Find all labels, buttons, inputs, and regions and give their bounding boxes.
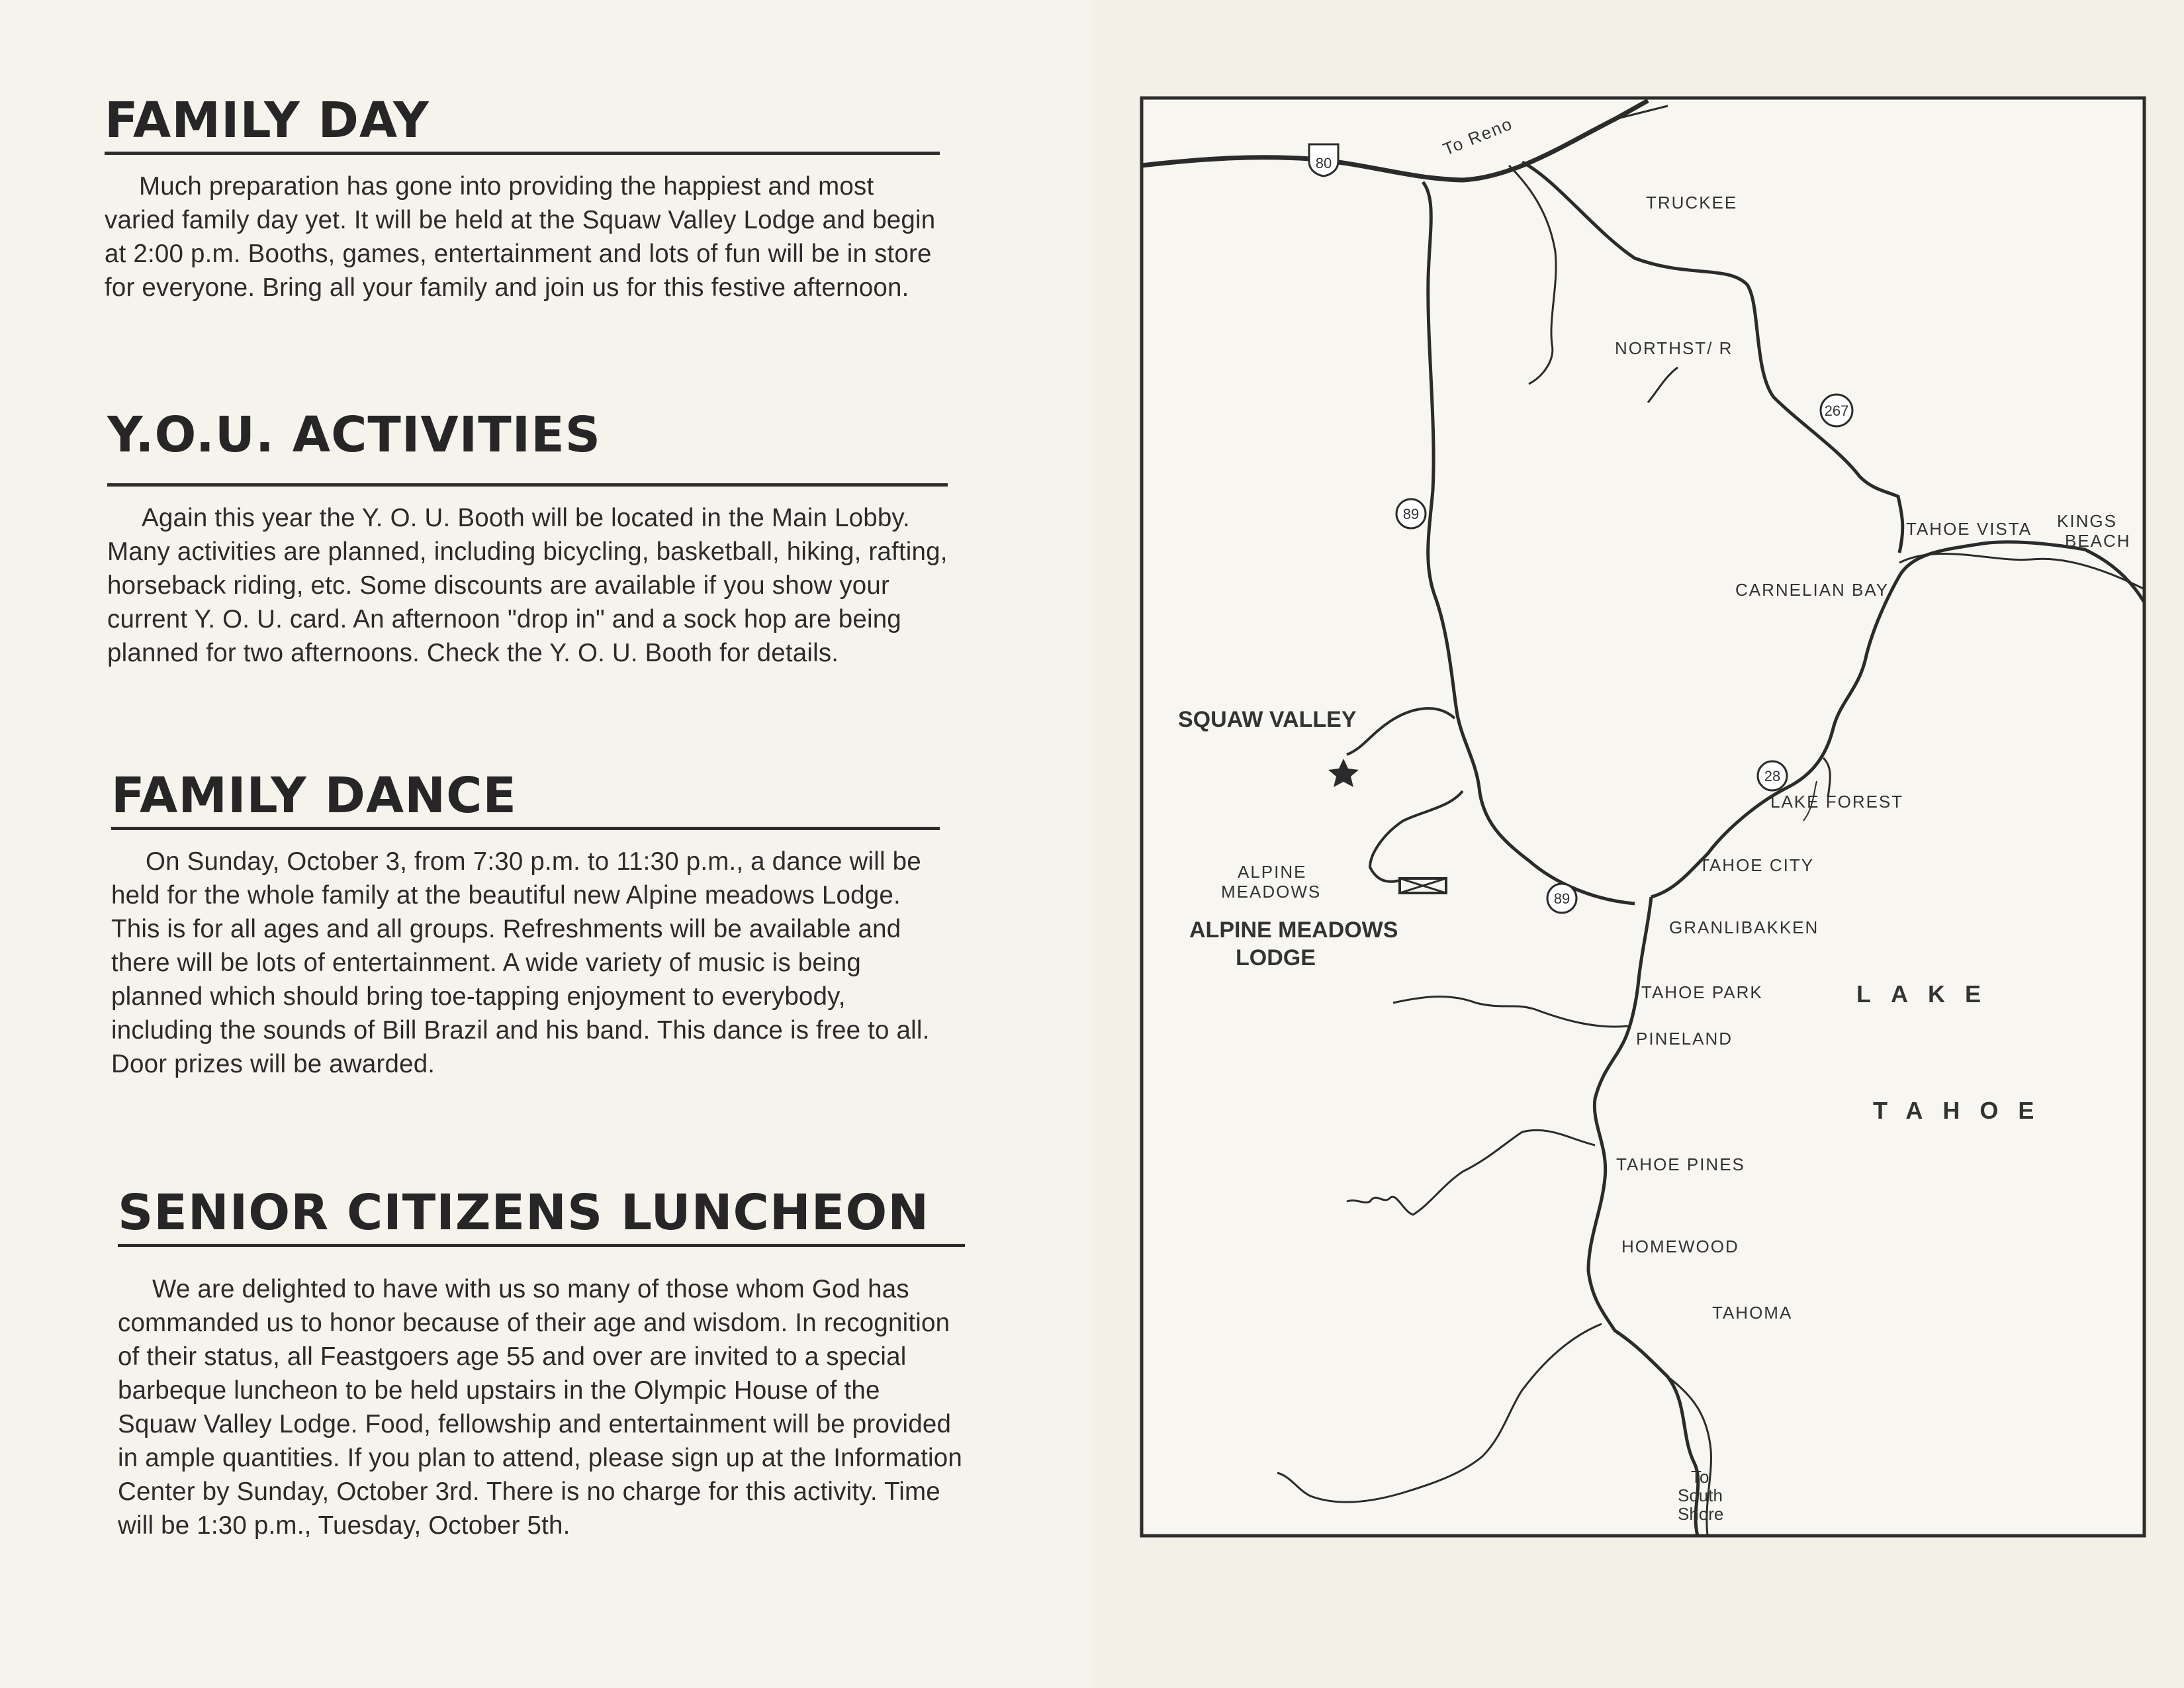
- family-dance-rule: [111, 827, 940, 830]
- label-tahoe: TAHOE: [1873, 1097, 2054, 1124]
- svg-text:267: 267: [1824, 402, 1849, 419]
- label-kings: KINGS: [2057, 511, 2117, 531]
- svg-text:28: 28: [1764, 768, 1781, 784]
- label-tahoe-pines: TAHOE PINES: [1616, 1154, 1745, 1174]
- svg-text:89: 89: [1402, 506, 1420, 522]
- label-granlibakken: GRANLIBAKKEN: [1669, 917, 1819, 937]
- label-to: To: [1691, 1467, 1709, 1487]
- label-alpine: ALPINE: [1238, 862, 1307, 882]
- family-day-body: Much preparation has gone into providing the happiest and most varied family day yet. It will be held at the Squaw Valley Lodge and begin at 2:00 p.m. Booths, games, entertainment and lots of fun will be in store for everyone. Bring all your family and join us for this festive afternoon.: [105, 172, 936, 302]
- label-tahoma: TAHOMA: [1712, 1303, 1793, 1323]
- senior-luncheon-heading: SENIOR CITIZENS LUNCHEON: [118, 1184, 930, 1241]
- map-frame: [1142, 98, 2144, 1536]
- label-tahoe-vista: TAHOE VISTA: [1906, 519, 2032, 539]
- label-south: South: [1678, 1485, 1723, 1505]
- senior-luncheon-body: We are delighted to have with us so many of those whom God has commanded us to honor because of their age and wisdom. In recognition of their status, all Feastgoers age 55 and over are invited to a special barbeque luncheon to be held upstairs in the Olympic House of the Squaw Valley Lodge. Food, fellowship and entertainment will be provided in ample quantities. If you plan to attend, please sign up at the Information Center by Sunday, October 3rd. There is no charge for this activity. Time will be 1:30 p.m., Tuesday, October 5th.: [118, 1275, 963, 1540]
- i80-shield: [1309, 144, 1338, 176]
- label-to-reno: To Reno: [1440, 113, 1516, 160]
- label-northstar: NORTHST/ R: [1615, 338, 1733, 358]
- label-shore: Shore: [1678, 1504, 1724, 1524]
- tahoe-area-map: [1092, 0, 2184, 1688]
- label-meadows: MEADOWS: [1221, 882, 1322, 902]
- you-activities-heading: Y.O.U. ACTIVITIES: [107, 406, 602, 463]
- label-lake: LAKE: [1856, 980, 2001, 1008]
- label-alpine-meadows: ALPINE MEADOWS: [1189, 917, 1398, 943]
- svg-text:80: 80: [1315, 155, 1332, 171]
- you-activities-rule: [107, 483, 948, 487]
- label-lodge: LODGE: [1236, 945, 1316, 970]
- hwy-28-shield: [1758, 761, 1787, 790]
- hwy-267-shield: [1821, 395, 1852, 426]
- hwy-89-north-shield: [1396, 499, 1426, 528]
- senior-luncheon-rule: [118, 1244, 965, 1247]
- family-day-section: [105, 92, 940, 305]
- family-dance-section: [111, 767, 940, 1081]
- hwy-89-south-shield: [1547, 884, 1576, 913]
- you-activities-section: [107, 406, 948, 670]
- family-day-rule: [105, 152, 940, 155]
- label-carnelian-bay: CARNELIAN BAY: [1735, 580, 1889, 600]
- label-lake-forest: LAKE FOREST: [1770, 792, 1904, 812]
- family-dance-heading: FAMILY DANCE: [111, 767, 517, 824]
- right-page: [1092, 0, 2184, 1688]
- label-homewood: HOMEWOOD: [1621, 1237, 1739, 1256]
- senior-luncheon-section: [118, 1184, 965, 1542]
- label-beach: BEACH: [2065, 531, 2131, 551]
- label-pineland: PINELAND: [1636, 1029, 1733, 1049]
- family-day-heading: FAMILY DAY: [105, 92, 430, 149]
- label-squaw-valley: SQUAW VALLEY: [1178, 707, 1357, 732]
- label-tahoe-park: TAHOE PARK: [1641, 982, 1763, 1002]
- label-truckee: TRUCKEE: [1646, 193, 1738, 212]
- you-activities-body: Again this year the Y. O. U. Booth will be located in the Main Lobby. Many activities are planned, including bicycling, basketball, hiking, rafting, horseback riding, etc. Some discounts are available if you show your current Y. O. U. card. An afternoon "drop in" and a sock hop are being planned for two afternoons. Check the Y. O. U. Booth for details.: [107, 504, 948, 667]
- label-tahoe-city: TAHOE CITY: [1699, 855, 1815, 875]
- family-dance-body: On Sunday, October 3, from 7:30 p.m. to 11:30 p.m., a dance will be held for the whole family at the beautiful new Alpine meadows Lodge. This is for all ages and all groups. Refreshments will be available and there will be lots of entertainment. A wide variety of music is being planned which should bring toe-tapping enjoyment to everybody, including the sounds of Bill Brazil and his band. This dance is free to all. Door prizes will be awarded.: [111, 847, 930, 1078]
- svg-text:89: 89: [1553, 890, 1570, 907]
